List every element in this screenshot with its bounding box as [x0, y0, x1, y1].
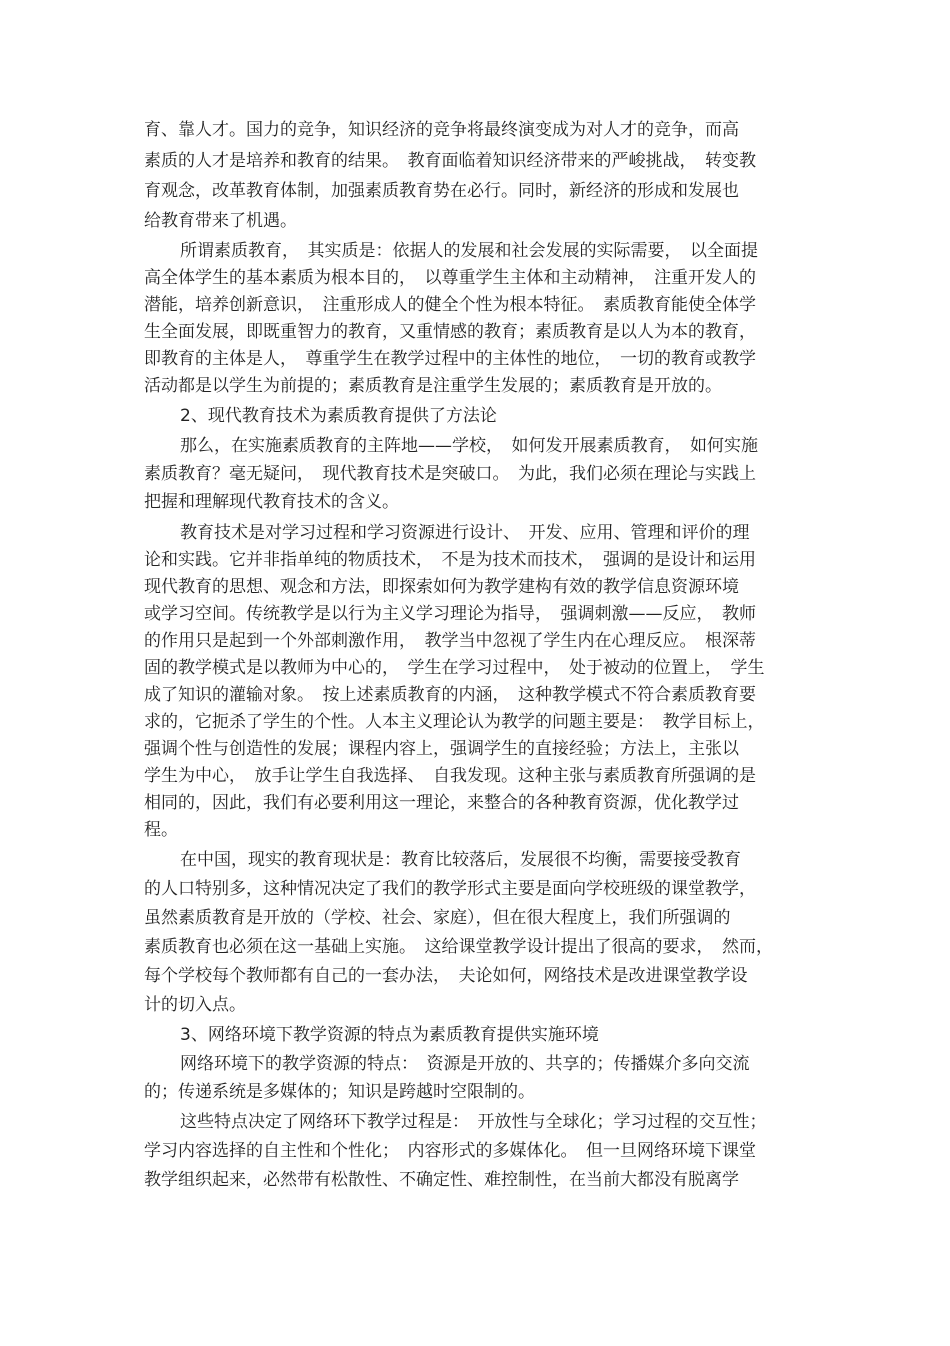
text-line: 即教育的主体是人， 尊重学生在教学过程中的主体性的地位， 一切的教育或教学: [144, 349, 756, 369]
text-line: 高全体学生的基本素质为根本目的， 以尊重学生主体和主动精神， 注重开发人的: [144, 268, 756, 288]
text-line: 论和实践。它并非指单纯的物质技术， 不是为技术而技术， 强调的是设计和运用: [144, 550, 756, 570]
text-line: 成了知识的灌输对象。 按上述素质教育的内涵， 这种教学模式不符合素质教育要: [144, 685, 756, 705]
text-line: 计的切入点。: [144, 995, 246, 1015]
text-line: 虽然素质教育是开放的（学校、社会、家庭），但在很大程度上，我们所强调的: [144, 908, 731, 928]
text-line: 固的教学模式是以教师为中心的， 学生在学习过程中， 处于被动的位置上， 学生: [144, 658, 765, 678]
text-line: 把握和理解现代教育技术的含义。: [144, 492, 399, 512]
text-line: 每个学校每个教师都有自己的一套办法， 夫论如何，网络技术是改进课堂教学设: [144, 966, 748, 986]
text-line: 学生为中心， 放手让学生自我选择、 自我发现。这种主张与素质教育所强调的是: [144, 766, 756, 786]
text-line: 学习内容选择的自主性和个性化； 内容形式的多媒体化。 但一旦网络环境下课堂: [144, 1141, 756, 1161]
text-line: 素质教育也必须在这一基础上实施。 这给课堂教学设计提出了很高的要求， 然而，: [144, 937, 773, 957]
text-line: 育、靠人才。国力的竞争，知识经济的竞争将最终演变成为对人才的竞争，而高: [144, 120, 739, 140]
text-line: 育观念，改革教育体制，加强素质教育势在必行。同时，新经济的形成和发展也: [144, 181, 739, 201]
text-line: 程。: [144, 820, 178, 840]
text-line: 的人口特别多，这种情况决定了我们的教学形式主要是面向学校班级的课堂教学，: [144, 879, 756, 899]
paragraph-first-line: 在中国，现实的教育现状是：教育比较落后，发展很不均衡，需要接受教育: [180, 850, 741, 870]
text-line: 的作用只是起到一个外部刺激作用， 教学当中忽视了学生内在心理反应。 根深蒂: [144, 631, 756, 651]
text-line: 现代教育的思想、观念和方法，即探索如何为教学建构有效的教学信息资源环境: [144, 577, 739, 597]
text-line: 或学习空间。传统教学是以行为主义学习理论为指导， 强调刺激——反应， 教师: [144, 604, 756, 624]
text-line: 素质的人才是培养和教育的结果。 教育面临着知识经济带来的严峻挑战， 转变教: [144, 151, 756, 171]
text-line: 的；传递系统是多媒体的；知识是跨越时空限制的。: [144, 1082, 535, 1102]
text-line: 潜能，培养创新意识， 注重形成人的健全个性为根本特征。 素质教育能使全体学: [144, 295, 756, 315]
paragraph-first-line: 教育技术是对学习过程和学习资源进行设计、 开发、应用、管理和评价的理: [180, 523, 750, 543]
section-heading: 2、现代教育技术为素质教育提供了方法论: [180, 406, 497, 426]
paragraph-first-line: 这些特点决定了网络环下教学过程是： 开放性与全球化；学习过程的交互性；: [180, 1112, 767, 1132]
text-line: 活动都是以学生为前提的；素质教育是注重学生发展的；素质教育是开放的。: [144, 376, 722, 396]
text-line: 给教育带来了机遇。: [144, 211, 297, 231]
paragraph-first-line: 那么，在实施素质教育的主阵地——学校， 如何发开展素质教育， 如何实施: [180, 436, 758, 456]
section-heading: 3、网络环境下教学资源的特点为素质教育提供实施环境: [180, 1025, 599, 1045]
text-line: 素质教育？毫无疑问， 现代教育技术是突破口。 为此，我们必须在理论与实践上: [144, 464, 756, 484]
text-line: 强调个性与创造性的发展；课程内容上，强调学生的直接经验；方法上，主张以: [144, 739, 739, 759]
text-line: 生全面发展，即既重智力的教育，又重情感的教育；素质教育是以人为本的教育，: [144, 322, 756, 342]
text-line: 相同的，因此，我们有必要利用这一理论，来整合的各种教育资源，优化教学过: [144, 793, 739, 813]
text-line: 求的，它扼杀了学生的个性。人本主义理论认为教学的问题主要是： 教学目标上，: [144, 712, 765, 732]
paragraph-first-line: 网络环境下的教学资源的特点： 资源是开放的、共享的；传播媒介多向交流: [180, 1054, 750, 1074]
text-line: 教学组织起来，必然带有松散性、不确定性、难控制性，在当前大都没有脱离学: [144, 1170, 739, 1190]
paragraph-first-line: 所谓素质教育， 其实质是：依据人的发展和社会发展的实际需要， 以全面提: [180, 241, 758, 261]
